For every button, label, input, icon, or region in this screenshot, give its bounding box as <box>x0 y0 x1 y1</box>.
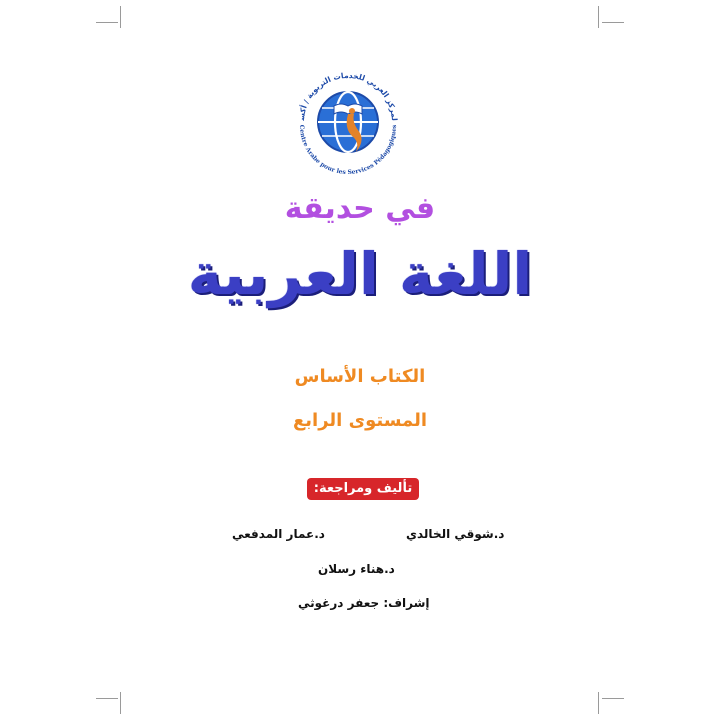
crop-mark-bottom-left <box>120 692 121 714</box>
author-3: د.هناء رسلان <box>318 562 395 576</box>
book-type: الكتاب الأساس <box>294 366 426 387</box>
crop-mark-bottom-right-h <box>602 698 624 699</box>
book-level: المستوى الرابع <box>292 410 428 431</box>
authorship-badge: تأليف ومراجعة: <box>307 478 419 500</box>
crop-mark-bottom-right <box>598 692 599 714</box>
crop-mark-top-right-h <box>602 22 624 23</box>
author-2: د.عمار المدفعي <box>232 527 325 541</box>
cover-title: اللغة العربية <box>187 240 533 308</box>
globe-book-icon <box>282 56 414 188</box>
logo-arc-text-french: Centre Arabe pour les Services Pédagogiques <box>297 124 399 177</box>
crop-mark-bottom-left-h <box>96 698 118 699</box>
publisher-logo <box>282 56 414 188</box>
crop-mark-top-left-h <box>96 22 118 23</box>
crop-mark-top-right <box>598 6 599 28</box>
logo-arc-text-arabic: لمركز العربي للخدمات التربوية / أكس <box>296 70 399 122</box>
crop-mark-top-left <box>120 6 121 28</box>
author-1: د.شوقي الخالدي <box>406 527 505 541</box>
supervision-credit: إشراف: جعفر درغوثي <box>298 596 430 610</box>
cover-subtitle: في حديقة <box>284 191 436 226</box>
